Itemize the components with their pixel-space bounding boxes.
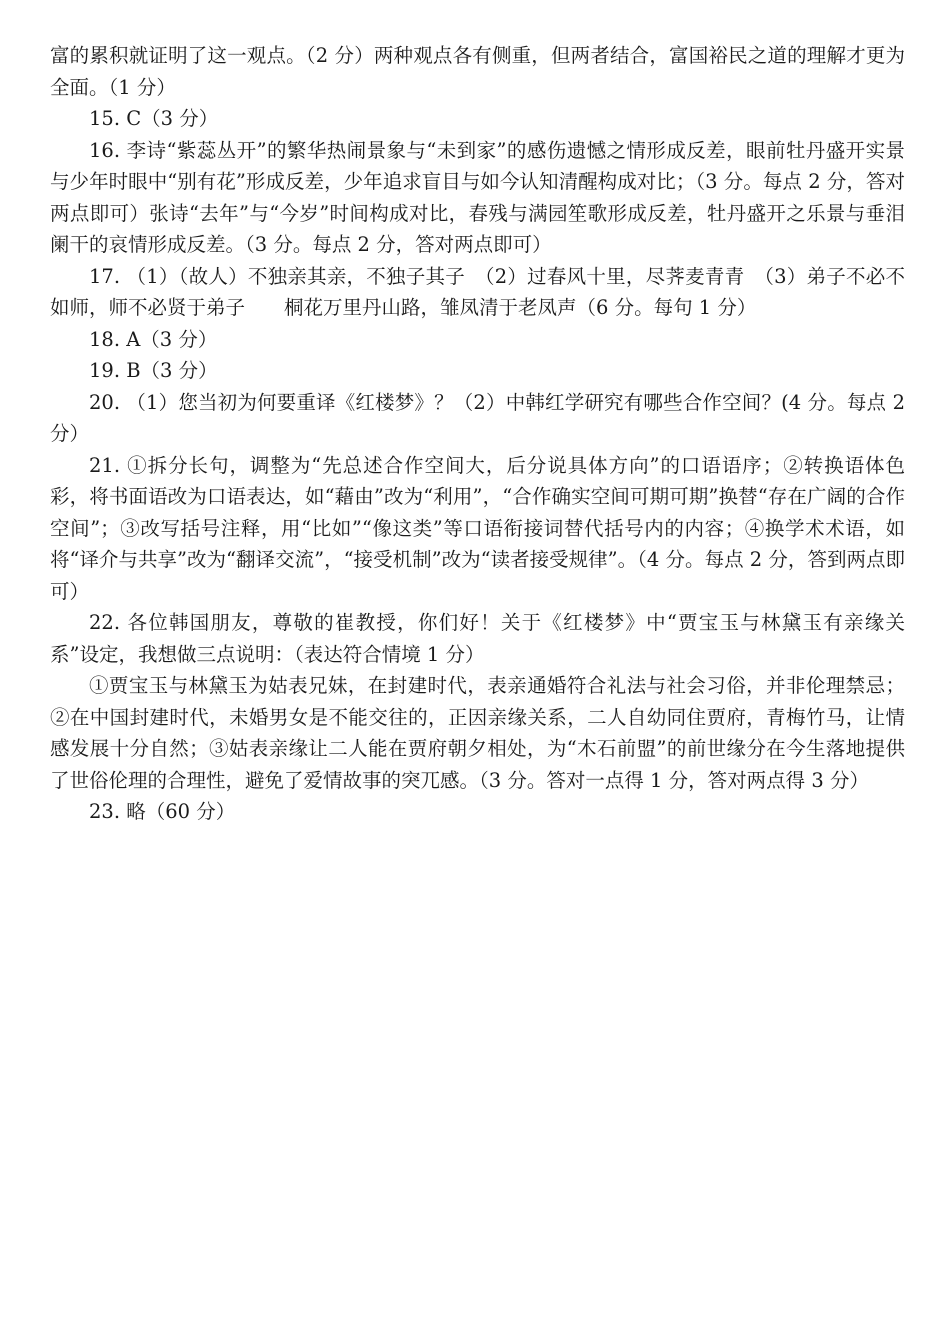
answer-key-content bbox=[50, 40, 905, 828]
paragraph-q22-body: ①贾宝玉与林黛玉为姑表兄妹，在封建时代，表亲通婚符合礼法与社会习俗，并非伦理禁忌；②在中国封建时代，未婚男女是不能交往的，正因亲缘关系，二人自幼同住贾府，青梅竹马，让情感发展十分自然；③姑表亲缘让二人能在贾府朝夕相处，为“木石前盟”的前世缘分在今生落地提供了世俗伦理的合理性，避免了爱情故事的突兀感。（3 分。答对一点得 1 分，答对两点得 3 分） bbox=[50, 674, 905, 792]
paragraph-q18: 18. A（3 分） bbox=[89, 327, 218, 351]
paragraph-q16: 16. 李诗“紫蕊丛开”的繁华热闹景象与“未到家”的感伤遗憾之情形成反差，眼前牡丹盛开实景与少年时眼中“别有花”形成反差，少年追求盲目与如今认知清醒构成对比；（3 分。每点 2 分，答对两点即可）张诗“去年”与“今岁”时间构成对比，春残与满园笙歌形成反差，牡丹盛开之乐景与垂泪阑干的哀情形成反差。（3 分。每点 2 分，答对两点即可） bbox=[50, 138, 905, 256]
paragraph-q15: 15. C（3 分） bbox=[89, 107, 219, 130]
paragraph-q19: 19. B（3 分） bbox=[89, 359, 218, 382]
paragraph-q14-continuation: 富的累积就证明了这一观点。（2 分）两种观点各有侧重，但两者结合，富国裕民之道的理解才更为全面。（1 分） bbox=[50, 44, 905, 99]
paragraph-q23: 23. 略（60 分） bbox=[89, 800, 236, 823]
paragraph-q21: 21. ①拆分长句，调整为“先总述合作空间大，后分说具体方向”的口语语序；②转换语体色彩，将书面语改为口语表达，如“藉由”改为“利用”，“合作确实空间可期可期”换替“存在广阔的合作空间”；③改写括号注释，用“比如”“像这类”等口语衔接词替代括号内的内容；④换学术术语，如将“译介与共享”改为“翻译交流”，“接受机制”改为“读者接受规律”。（4 分。每点 2 分，答到两点即可） bbox=[50, 453, 905, 603]
paragraph-q17: 17. （1）（故人）不独亲其亲，不独子其子 （2）过春风十里，尽荠麦青青 （3）弟子不必不如师，师不必贤于弟子 桐花万里丹山路，雏凤清于老凤声（6 分。每句 1 分） bbox=[50, 264, 905, 319]
paragraph-q22: 22. 各位韩国朋友，尊敬的崔教授，你们好！关于《红楼梦》中“贾宝玉与林黛玉有亲缘关系”设定，我想做三点说明：（表达符合情境 1 分） bbox=[50, 611, 905, 666]
paragraph-q20: 20. （1）您当初为何要重译《红楼梦》？（2）中韩红学研究有哪些合作空间？(4 分。每点 2 分） bbox=[50, 390, 905, 445]
